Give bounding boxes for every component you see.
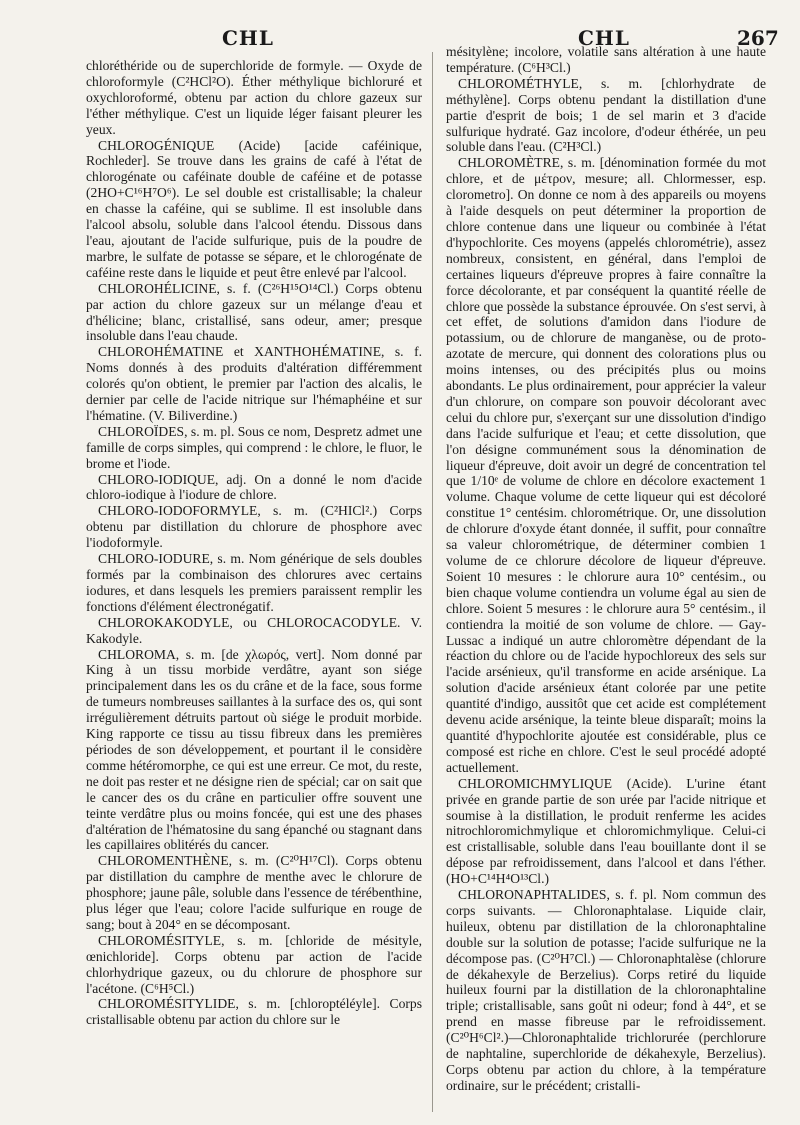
entry-chloronaphtalides: CHLORONAPHTALIDES, s. f. pl. Nom commun des corps suivants. — Chloronaphtalase. Liquide clair, huileux, obtenu par distillation de la chloronaphtaline double sur la solution de potasse; l'acide sulfurique ne la décompose pas. (C²⁰H⁷Cl.) — Chloronaphtalèse (chlorure de dékahexyle de Berzelius). Corps retiré du liquide huileux fourni par la distillation de la chloronaphtaline triple; cristallisable, sans goût ni odeur; fond à 44°, et se prend en masse fibreuse par le refroidissement. (C²⁰H⁶Cl².)—Chloronaphtalide trichlorurée (perchlorure de naphtaline, superchloride de dékahexyle, Berzelius). Corps obtenu par action du chlore, à la température ordinaire, sur le précédent; cristalli- — [446, 887, 766, 1093]
entry-chlorokakodyle: CHLOROKAKODYLE, ou CHLOROCACODYLE. V. Kakodyle. — [86, 614, 422, 646]
entry-chloro-iodure: CHLORO-IODURE, s. m. Nom générique de sels doubles formés par la combinaison des chlorures avec certains iodures, et dans lesquels les premiers paraissent remplir les fonctions d'élément électronégatif. — [86, 551, 422, 614]
entry-chlorohematine: CHLOROHÉMATINE et XANTHOHÉMATINE, s. f. Noms donnés à des produits d'altération différemment colorés qu'on obtient, le premier par l'action des alcalis, le dernier par celle de l'acide nitrique sur l'hémaphéine et sur l'hématine. (V. Biliverdine.) — [86, 344, 422, 423]
page-number: 267 — [737, 26, 779, 50]
entry-chloroma: CHLOROMA, s. m. [de χλωρός, vert]. Nom donné par King à un tissu morbide verdâtre, ayant son siége principalement dans les os du crâne et de la face, sous forme de tumeurs nombreuses saillantes à la surface des os, qui sont irrégulièrement détruits partout où siége le produit morbide. King rapporte ce tissu au tissu fibreux dans les premières périodes de son développement, et pourtant il le considère comme hétéromorphe, ce qui est une erreur. Ce mot, du reste, ne doit pas rester et ne désigne rien de spécial; car on sait que le cancer des os du crâne en particulier offre souvent une teinte verdâtre plus ou moins foncée, qui est une des phases d'altération de l'hématosine du sang épanché ou stagnant dans les capillaires oblitérés du cancer. — [86, 646, 422, 853]
entry-chloromichmylique: CHLOROMICHMYLIQUE (Acide). L'urine étant privée en grande partie de son urée par l'acide nitrique et soumise à la distillation, le produit renferme les acides nitrochloromichmylique et chloromichmylique. Celui-ci est cristallisable, soluble dans l'eau bouillante dont il se dépose par refroidissement, dans l'alcool et dans l'éther. (HO+C¹⁴H⁴O¹³Cl.) — [446, 775, 766, 887]
entry-chloroides: CHLOROÏDES, s. m. pl. Sous ce nom, Despretz admet une famille de corps simples, qui comprend : le chlore, le fluor, le brome et l'iode. — [86, 423, 422, 471]
entry-chlorogenique: CHLOROGÉNIQUE (Acide) [acide caféinique, Rochleder]. Se trouve dans les grains de café à l'état de chlorogénate ou caféinate double de caféine et de potasse (2HO+C¹⁶H⁷O⁶). Le sel double est cristallisable; la chaleur en chasse la caféine, qui se sublime. Il est insoluble dans l'alcool absolu, soluble dans l'alcool étendu. Dissous dans l'eau, ajoutant de l'acide sulfurique, puis de la poudre de marbre, le sulfate de potasse se sépare, et le chlorogénate de caféine reste dans le liquide et peut être enlevé par l'alcool. — [86, 137, 422, 280]
entry-chloromesitylide: CHLOROMÉSITYLIDE, s. m. [chloroptéléyle]. Corps cristallisable obtenu par action du chlore sur le — [86, 996, 422, 1028]
entry-chloro-iodoformyle: CHLORO-IODOFORMYLE, s. m. (C²HICl².) Corps obtenu par distillation du chlorure de phosphore avec l'iodoformyle. — [86, 503, 422, 551]
entry-chloromethyle: CHLOROMÉTHYLE, s. m. [chlorhydrate de méthylène]. Corps obtenu pendant la distillation d'une partie d'esprit de bois; 1 de sel marin et 3 d'acide sulfurique hydraté. Gaz incolore, d'odeur éthérée, un peu soluble dans l'eau. (C²H³Cl.) — [446, 75, 766, 155]
entry-chloro-iodique: CHLORO-IODIQUE, adj. On a donné le nom d'acide chloro-iodique à l'iodure de chlore. — [86, 471, 422, 503]
left-column — [86, 58, 422, 1028]
entry-continuation-right: mésitylène; incolore, volatile sans altération à une haute température. (C⁶H³Cl.) — [446, 44, 766, 75]
running-head-left: CHL — [222, 26, 274, 50]
entry-chloromenthene: CHLOROMENTHÈNE, s. m. (C²⁰H¹⁷Cl). Corps obtenu par distillation du camphre de menthe avec le chlorure de phosphore; jaune pâle, soluble dans l'essence de térébenthine, plus léger que l'eau; colore l'acide sulfurique en rouge de sang; bout à 204° en se décomposant. — [86, 853, 422, 932]
entry-chlorohelicine: CHLOROHÉLICINE, s. f. (C²⁶H¹⁵O¹⁴Cl.) Corps obtenu par action du chlore gazeux sur un mélange d'eau et d'hélicine; blanc, cristallisé, sans odeur, amer; presque insoluble dans l'eau chaude. — [86, 280, 422, 344]
entry-chloromesityle: CHLOROMÉSITYLE, s. m. [chloride de mésityle, œnichloride]. Corps obtenu par action de l'acide chlorhydrique gazeux, ou du chlorure de phosphore sur l'acétone. (C⁶H⁵Cl.) — [86, 932, 422, 996]
column-divider — [432, 52, 433, 1112]
right-column — [446, 44, 766, 1094]
entry-chlorometre: CHLOROMÈTRE, s. m. [dénomination formée du mot chlore, et de μέτρον, mesure; all. Chlormesser, esp. clorometro]. On donne ce nom à des appareils ou moyens à l'aide desquels on peut déterminer la proportion de chlore contenue dans une liqueur ou combinée à l'état d'hypochlorite. Ces moyens (appelés chlorométrie), assez nombreux, consistent, en général, dans l'emploi de certaines liqueurs d'épreuve propres à faire connaître la force décolorante, et par conséquent la quantité réelle de chlore que possède la substance éprouvée. On s'est servi, à cet effet, de solutions d'amidon dans l'iodure de potassium, ou de chlorure de manganèse, ou de proto-azotate de mercure, qui donnent des colorations plus ou moins intenses, ou des précipités plus ou moins abondants. Le plus ordinairement, pour apprécier la valeur d'un chlorure, on compare son pouvoir décolorant avec celui du chlore pur, s'exerçant sur une dissolution d'indigo dans l'acide sulfurique et l'eau; et cette dissolution, que l'on désigne communément sous la dénomination de liqueur d'épreuve, doit avoir un degré de concentration tel que 1/10ᵉ de volume de chlore en décolore exactement 1 volume. Chaque volume de cette liqueur qui est décoloré constitue 1° centésim. chlorométrique. Or, une dissolution de chlorure d'oxyde étant donnée, il suffit, pour connaître sa valeur chlorométrique, de déterminer combien 1 volume de ce chlorure décolore de liqueur d'épreuve. Soient 10 mesures : le chlorure aura 10° centésim., ou bien chaque volume contiendra un volume égal au sien de chlore. Soient 5 mesures : le chlorure aura 5° centésim., il contiendra la moitié de son volume de chlore. — Gay-Lussac a indiqué un autre chloromètre dépendant de la réaction du chlore ou de l'acide hypochloreux des sels sur l'acide arsénieux, qu'il transforme en acide arsénique. La solution d'acide arsénieux étant colorée par une petite quantité d'indigo, aussitôt que cet acide est complétement devenu acide arsénique, la teinte bleue disparaît; moins la quantité d'hypochlorite ajoutée est considérable, plus ce composé est riche en chlore. C'est le seul procédé adopté actuellement. — [446, 155, 766, 775]
entry-continuation: chloréthéride ou de superchloride de formyle. — Oxyde de chloroformyle (C²HCl²O). Éther méthylique bichloruré et oxychloroformé, obtenu par action du chlore gazeux sur l'éther méthylique. C'est un liquide léger faisant pleurer les yeux. — [86, 58, 422, 137]
running-head-right: CHL — [578, 26, 630, 50]
